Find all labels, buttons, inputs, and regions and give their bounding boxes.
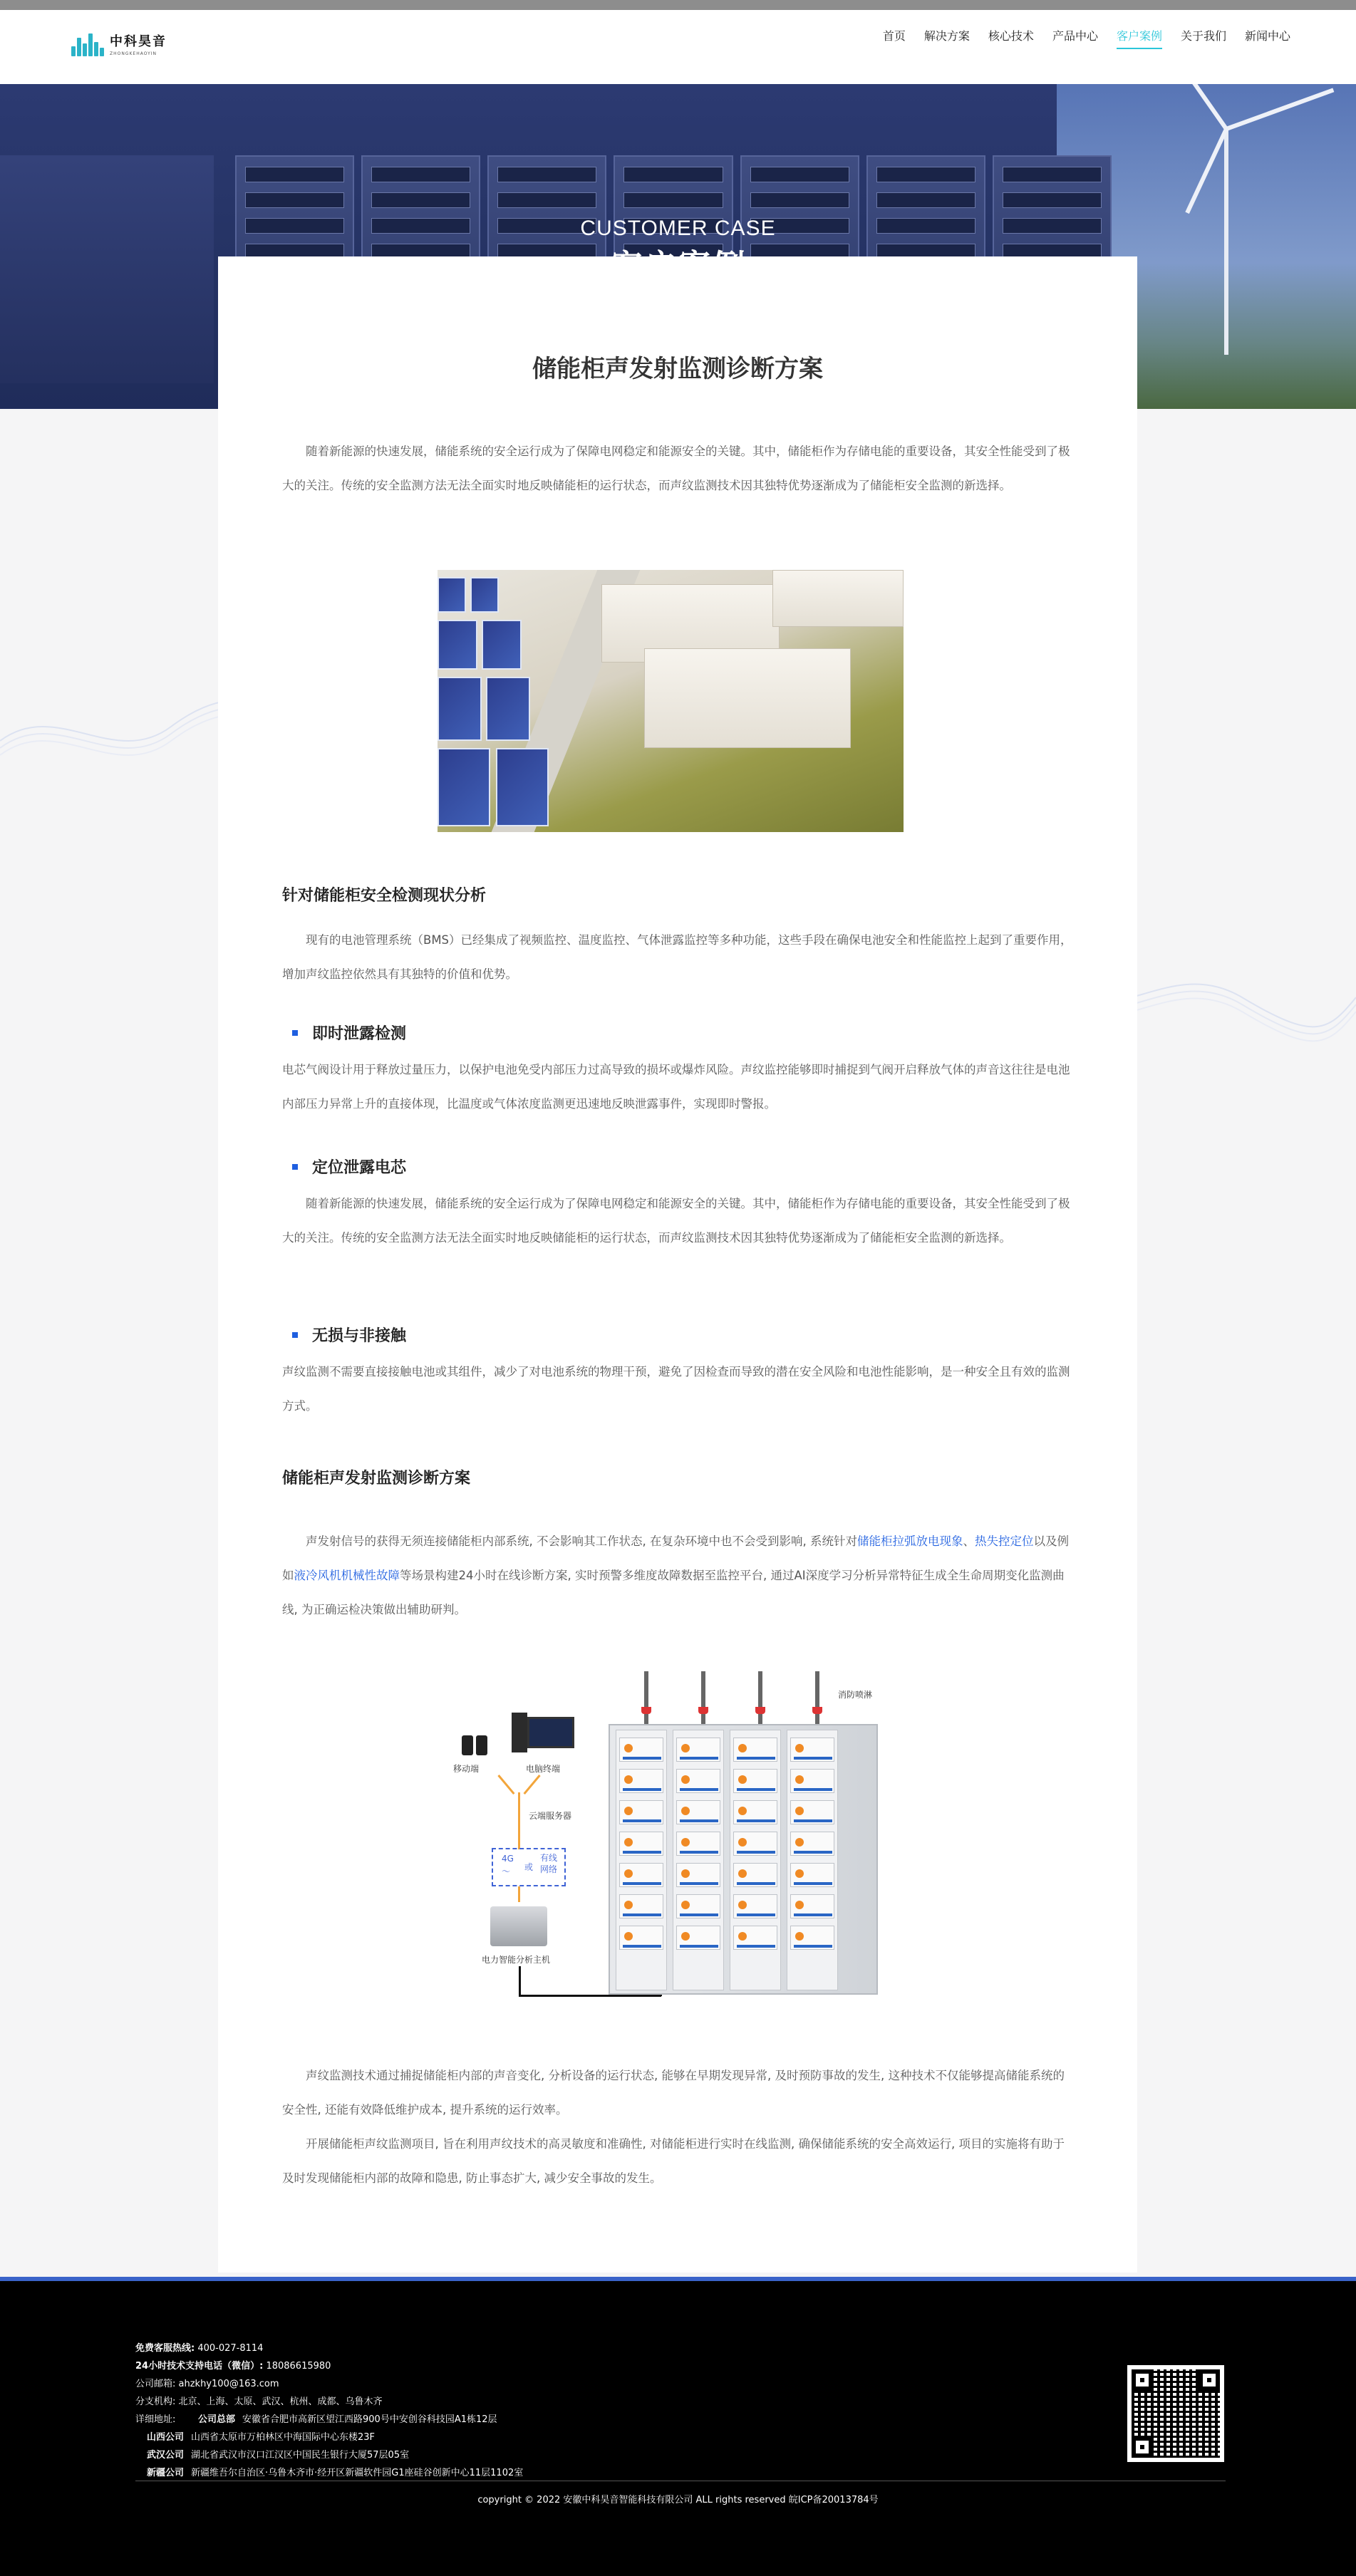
logo-icon xyxy=(71,29,104,58)
footer-office-hq: 详细地址: 公司总部 安徽省合肥市高新区望江西路900号中安创谷科技园A1栋12层 xyxy=(135,2414,497,2425)
nav-core-tech[interactable]: 核心技术 xyxy=(988,29,1034,43)
sprinkler-pipe xyxy=(701,1671,705,1724)
footer-support: 24小时技术支持电话（微信）: 18086615980 xyxy=(135,2361,331,2372)
footer-email: 公司邮箱: ahzkhy100@163.com xyxy=(135,2379,279,2389)
network-box xyxy=(492,1848,566,1886)
monitor-icon xyxy=(527,1717,574,1748)
sprinkler-head-icon xyxy=(641,1707,651,1714)
sprinkler-pipe xyxy=(644,1671,648,1724)
footer-branches: 分支机构: 北京、上海、太原、武汉、杭州、成都、乌鲁木齐 xyxy=(135,2396,383,2407)
nav-solutions[interactable]: 解决方案 xyxy=(923,29,970,43)
link-arc-discharge[interactable]: 储能柜拉弧放电现象 xyxy=(856,1534,963,1548)
logo-text-en: ZHONGKEHAOYIN xyxy=(110,51,157,56)
cable-line xyxy=(519,1995,661,1997)
footer-office-xinjiang: 新疆公司 新疆维吾尔自治区·乌鲁木齐市·经开区新疆软件园G1座硅谷创新中心11层1102室 xyxy=(146,2468,524,2478)
bullet1-title: 即时泄露检测 xyxy=(292,1022,406,1044)
top-strip xyxy=(0,0,1356,10)
pc-tower-icon xyxy=(512,1713,527,1752)
bullet-icon xyxy=(292,1030,298,1036)
bullet-icon xyxy=(292,1332,298,1338)
sprinkler-head-icon xyxy=(698,1707,708,1714)
bullet2-text: 随着新能源的快速发展，储能系统的安全运行成为了保障电网稳定和能源安全的关键。其中，储能柜作为存储电能的重要设备，其安全性能受到了极大的关注。传统的安全监测方法无法全面实时地反映储能柜的运行状态，而声纹监测技术因其独特优势逐渐成为了储能柜安全监测的新选择。 xyxy=(282,1197,1070,1245)
site-footer xyxy=(0,2281,1356,2576)
footer-office-shanxi: 山西公司 山西省太原市万柏林区中海国际中心东楼23F xyxy=(146,2432,376,2443)
nav-news[interactable]: 新闻中心 xyxy=(1244,29,1290,43)
pc-label: 电脑终端 xyxy=(526,1764,561,1774)
footer-hotline: 免费客服热线: 400-027-8114 xyxy=(135,2343,264,2354)
bullet3-text: 声纹监测不需要直接接触电池或其组件，减少了对电池系统的物理干预，避免了因检查而导致的潜在安全风险和电池性能影响，是一种安全且有效的监测方式。 xyxy=(282,1365,1070,1413)
section1-text: 现有的电池管理系统（BMS）已经集成了视频监控、温度监控、气体泄露监控等多种功能，这些手段在确保电池安全和性能监控上起到了重要作用，增加声纹监控依然具有其独特的价值和优势。 xyxy=(282,933,1072,981)
mobile-phone-icon xyxy=(462,1735,473,1755)
nav-home[interactable]: 首页 xyxy=(882,29,906,43)
section1-title: 针对储能柜安全检测现状分析 xyxy=(282,887,487,905)
connector-line xyxy=(518,1792,520,1849)
wifi-icon: 〜 xyxy=(502,1866,511,1876)
site-logo[interactable] xyxy=(71,26,171,61)
sprinkler-head-icon xyxy=(755,1707,765,1714)
bullet-icon xyxy=(292,1164,298,1170)
closing-paragraph-1: 声纹监测技术通过捕捉储能柜内部的声音变化, 分析设备的运行状态, 能够在早期发现异常, 及时预防事故的发生, 这种技术不仅能够提高储能系统的安全性, 还能有效降低维护成本, 提升系统的运行效率。 xyxy=(282,2069,1065,2117)
mobile-label: 移动端 xyxy=(453,1764,480,1774)
bullet1-text: 电芯气阀设计用于释放过量压力，以保护电池免受内部压力过高导致的损坏或爆炸风险。声纹监控能够即时捕捉到气阀开启释放气体的声音这往往是电池内部压力异常上升的直接体现，比温度或气体浓度监测更迅速地反映泄露事件，实现即时警报。 xyxy=(282,1063,1070,1111)
footer-contact-info xyxy=(135,2339,523,2482)
article-card xyxy=(218,256,1137,2273)
logo-text-cn: 中科昊音 xyxy=(110,33,167,49)
section2-text: 声发射信号的获得无须连接储能柜内部系统, 不会影响其工作状态, 在复杂环境中也不会受到影响, 系统针对储能柜拉弧放电现象、热失控定位以及例如液冷风机机械性故障等场景构建24小时在线诊断方案, 实时预警多维度故障数据至监控平台, 通过AI深度学习分析异常特征生成全生命周期变化监测曲线, 为正确运检决策做出辅助研判。 xyxy=(282,1534,1069,1616)
analysis-host-device-icon xyxy=(490,1906,547,1946)
battery-rack-image xyxy=(609,1724,878,1995)
net-or-label: 或 xyxy=(524,1862,534,1872)
energy-storage-site-photo xyxy=(438,570,904,832)
nav-products[interactable]: 产品中心 xyxy=(1052,29,1098,43)
sprinkler-head-icon xyxy=(812,1707,822,1714)
banner-title-en: CUSTOMER CASE xyxy=(580,217,776,240)
link-thermal-runaway[interactable]: 热失控定位 xyxy=(974,1534,1034,1548)
net-4g-label: 4G xyxy=(502,1854,514,1864)
closing-paragraph-2: 开展储能柜声纹监测项目, 旨在利用声纹技术的高灵敏度和准确性, 对储能柜进行实时在线监测, 确保储能系统的安全高效运行, 项目的实施将有助于及时发现储能柜内部的故障和隐患, 防止事态扩大, 减少安全事故的发生。 xyxy=(282,2137,1065,2185)
footer-copyright: copyright © 2022 安徽中科昊音智能科技有限公司 ALL rights reserved 皖ICP备20013784号 xyxy=(477,2495,879,2505)
bullet2-title: 定位泄露电芯 xyxy=(292,1155,406,1178)
connector-line xyxy=(518,1886,520,1902)
net-wired-label: 有线网络 xyxy=(540,1853,558,1874)
mobile-phone-icon xyxy=(476,1735,487,1755)
cloud-label: 云端服务器 xyxy=(529,1811,572,1821)
monitoring-system-diagram xyxy=(432,1667,909,2002)
section2-title: 储能柜声发射监测诊断方案 xyxy=(282,1470,471,1487)
bullet3-title: 无损与非接触 xyxy=(292,1324,406,1346)
connector-line xyxy=(523,1775,540,1795)
connector-line xyxy=(497,1775,514,1795)
sprinkler-pipe xyxy=(758,1671,762,1724)
host-label: 电力智能分析主机 xyxy=(482,1955,551,1965)
nav-about[interactable]: 关于我们 xyxy=(1180,29,1226,43)
nav-customer-cases[interactable]: 客户案例 xyxy=(1117,27,1162,49)
footer-office-wuhan: 武汉公司 湖北省武汉市汉口江汉区中国民生银行大厦57层05室 xyxy=(146,2450,410,2461)
article-intro: 随着新能源的快速发展，储能系统的安全运行成为了保障电网稳定和能源安全的关键。其中，储能柜作为存储电能的重要设备，其安全性能受到了极大的关注。传统的安全监测方法无法全面实时地反映储能柜的运行状态，而声纹监测技术因其独特优势逐渐成为了储能柜安全监测的新选择。 xyxy=(282,445,1070,492)
article-title: 储能柜声发射监测诊断方案 xyxy=(532,355,823,383)
sprinkler-pipe xyxy=(815,1671,819,1724)
site-header xyxy=(0,10,1356,84)
wechat-qr-code xyxy=(1127,2365,1224,2462)
sprinkler-label: 消防喷淋 xyxy=(838,1690,873,1700)
cable-line xyxy=(519,1966,521,1996)
main-nav xyxy=(883,27,1290,49)
link-fan-fault[interactable]: 液冷风机机械性故障 xyxy=(294,1569,400,1582)
